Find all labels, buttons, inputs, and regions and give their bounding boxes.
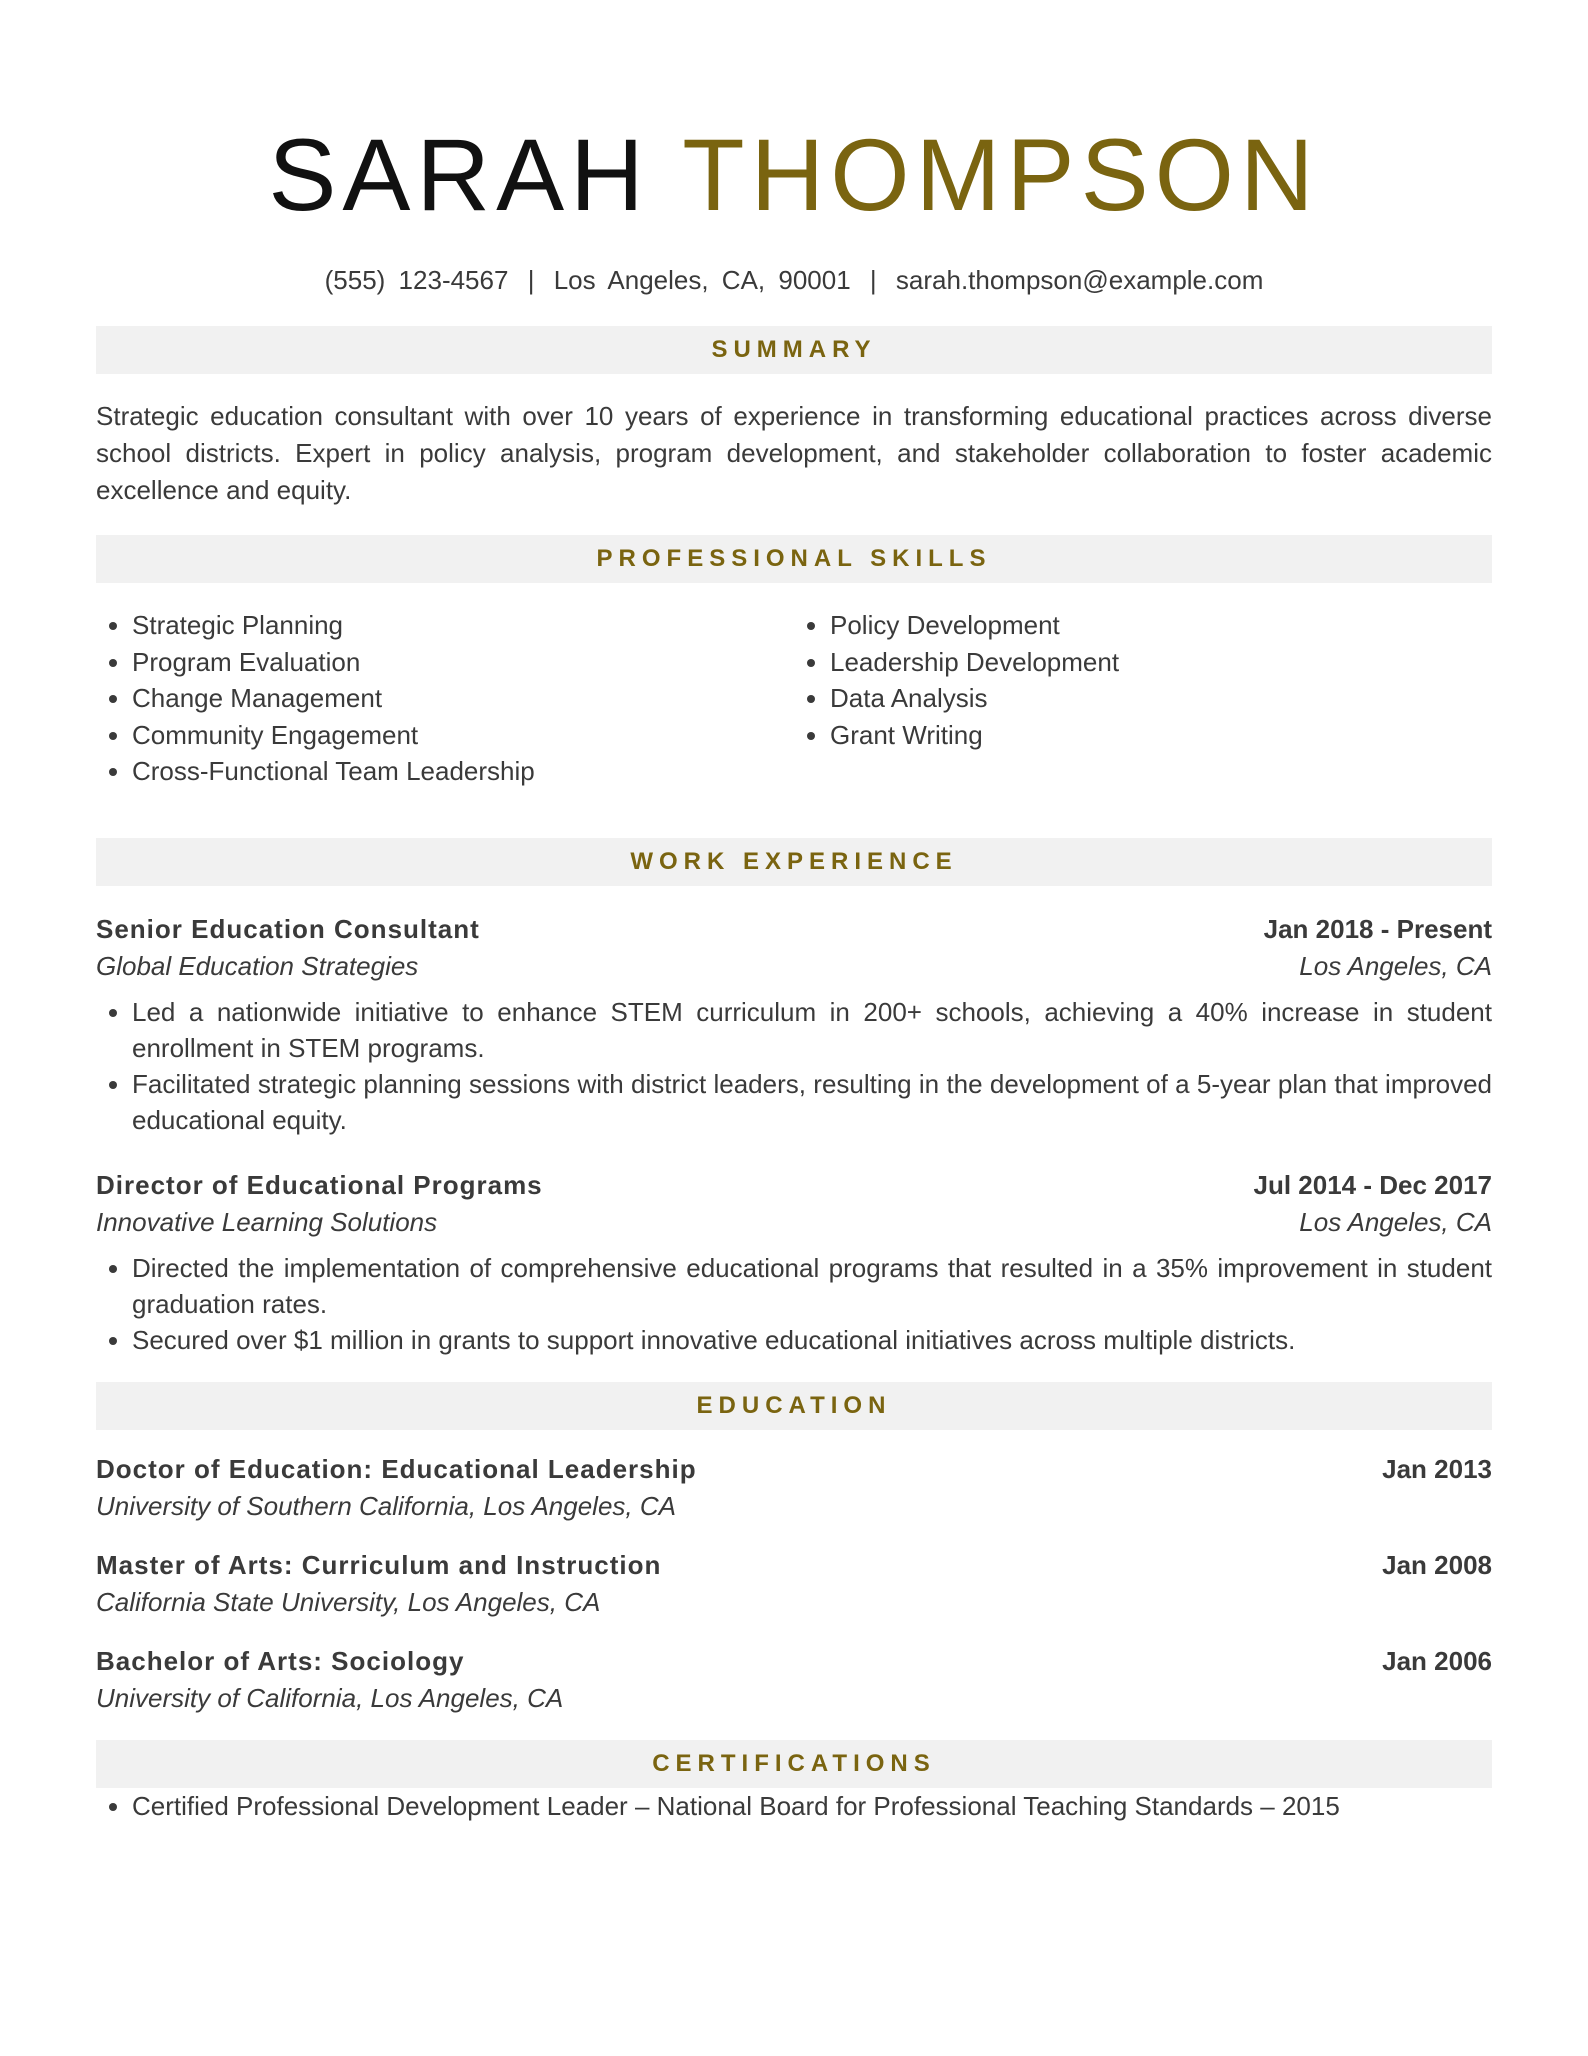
skills-column-right	[794, 607, 1492, 790]
phone: (555) 123-4567	[324, 265, 509, 296]
skill-item: • Leadership Development	[830, 644, 1492, 681]
contact-line	[96, 265, 1492, 296]
job-bullets	[96, 1250, 1492, 1358]
skill-item: • Policy Development	[830, 607, 1492, 644]
job-title: Senior Education Consultant	[96, 913, 480, 944]
job-entry	[96, 910, 1492, 1138]
job-location: Los Angeles, CA	[1299, 950, 1492, 981]
school: University of Southern California, Los Angeles, CA	[96, 1490, 676, 1521]
first-name: SARAH	[268, 118, 650, 232]
job-bullet: • Directed the implementation of comprehensive educational programs that resulted in a 35% improvement in student graduation rates.	[132, 1250, 1492, 1322]
degree: Doctor of Education: Educational Leadership	[96, 1453, 697, 1484]
section-header-experience: WORK EXPERIENCE	[96, 838, 1492, 886]
job-bullet: • Facilitated strategic planning sessions with district leaders, resulting in the development of a 5-year plan that improved educational equity.	[132, 1066, 1492, 1138]
location: Los Angeles, CA, 90001	[553, 265, 851, 296]
job-entry	[96, 1166, 1492, 1358]
job-dates: Jul 2014 - Dec 2017	[1253, 1169, 1492, 1200]
skill-item: • Community Engagement	[132, 717, 794, 754]
skill-item: • Cross-Functional Team Leadership	[132, 753, 794, 790]
skill-item: • Change Management	[132, 680, 794, 717]
education-entry	[96, 1546, 1492, 1620]
job-company: Innovative Learning Solutions	[96, 1206, 438, 1237]
skill-item: • Data Analysis	[830, 680, 1492, 717]
section-header-skills: PROFESSIONAL SKILLS	[96, 535, 1492, 583]
skill-item: • Program Evaluation	[132, 644, 794, 681]
skill-item: • Strategic Planning	[132, 607, 794, 644]
education-entry	[96, 1450, 1492, 1524]
section-header-summary: SUMMARY	[96, 326, 1492, 374]
contact-separator: |	[869, 265, 877, 296]
skills-column-left	[96, 607, 794, 790]
email-link[interactable]: sarah.thompson@example.com	[895, 265, 1264, 296]
job-location: Los Angeles, CA	[1299, 1206, 1492, 1237]
contact-separator: |	[527, 265, 535, 296]
certifications-list	[96, 1788, 1492, 1824]
degree: Master of Arts: Curriculum and Instruction	[96, 1549, 662, 1580]
job-company: Global Education Strategies	[96, 950, 419, 981]
certification-item: • Certified Professional Development Leader – National Board for Professional Teaching Standards – 2015	[132, 1788, 1492, 1824]
summary-text: Strategic education consultant with over 10 years of experience in transforming educational practices across diverse school districts. Expert in policy analysis, program development, and stakeholder collaboration to foster academic excellence and equity.	[96, 401, 1492, 506]
job-bullet: • Led a nationwide initiative to enhance STEM curriculum in 200+ schools, achieving a 40% increase in student enrollment in STEM programs.	[132, 994, 1492, 1066]
section-header-education: EDUCATION	[96, 1382, 1492, 1430]
degree-date: Jan 2013	[1382, 1453, 1492, 1484]
school: California State University, Los Angeles, CA	[96, 1586, 601, 1617]
education-entry	[96, 1642, 1492, 1716]
degree-date: Jan 2006	[1382, 1645, 1492, 1676]
degree: Bachelor of Arts: Sociology	[96, 1645, 465, 1676]
candidate-name	[96, 0, 1492, 232]
section-header-certifications: CERTIFICATIONS	[96, 1740, 1492, 1788]
skill-item: • Grant Writing	[830, 717, 1492, 754]
job-title: Director of Educational Programs	[96, 1169, 543, 1200]
last-name: THOMPSON	[682, 118, 1320, 232]
job-bullets	[96, 994, 1492, 1138]
degree-date: Jan 2008	[1382, 1549, 1492, 1580]
job-bullet: • Secured over $1 million in grants to support innovative educational initiatives across multiple districts.	[132, 1322, 1492, 1358]
job-dates: Jan 2018 - Present	[1263, 913, 1492, 944]
school: University of California, Los Angeles, CA	[96, 1682, 564, 1713]
skills-list	[96, 607, 1492, 790]
